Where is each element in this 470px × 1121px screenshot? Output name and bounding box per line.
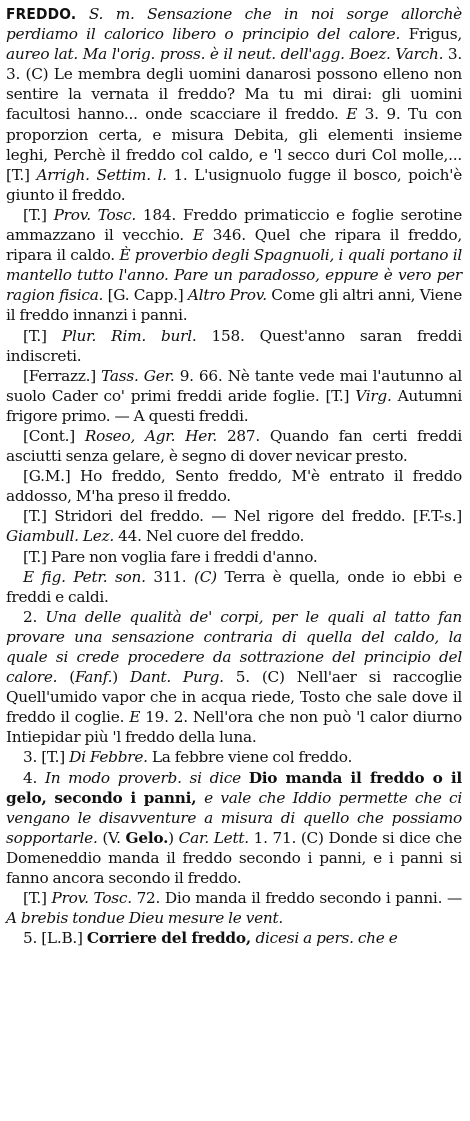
paragraph-tasso-citation <box>6 366 462 426</box>
italic-run: Fanf. <box>74 668 113 687</box>
italic-run: E fig. Petr. son. <box>23 567 154 586</box>
text-run: ) <box>168 828 179 847</box>
text-run: Come gli altri anni, Viene il freddo innanzi i panni. <box>6 286 463 325</box>
italic-run: (C) <box>194 567 225 586</box>
text-run: Frigus, <box>408 25 462 44</box>
italic-run: Una delle qualità de' corpi, per le quali al tatto fan provare una sensazione contraria di quella del caldo, la quale si crede procedere da sottrazione del principio del calore. <box>6 607 462 687</box>
italic-run: Prov. Tosc. <box>53 205 143 224</box>
text-run: 5. [L.B.] <box>23 929 87 948</box>
paragraph-freddi-anno <box>6 547 462 567</box>
headword: FREDDO. <box>6 5 77 23</box>
italic-run: Altro Prov. <box>187 286 272 305</box>
italic-run: S. m. Sensazione che in noi sorge allorchè perdiamo il calorico libero o principio del calore. <box>6 5 462 44</box>
italic-run: Plur. Rim. burl. <box>61 326 212 345</box>
text-run: [G.M.] Ho freddo, Sento freddo, M'è entrato il freddo addosso, M'ha preso il freddo. <box>6 467 462 506</box>
text-run: [Cont.] <box>23 426 85 445</box>
italic-run: dicesi a pers. che e <box>255 929 398 948</box>
text-run: 44. Nel cuore del freddo. <box>118 527 305 546</box>
text-run: [G. Capp.] <box>107 286 188 305</box>
text-run: 3. 9. Tu con proporzion certa, e misura Debita, gli elementi insieme leghi, Perchè il freddo col caldo, e 'l secco duri Col molle,... [T.] <box>6 105 462 184</box>
paragraph-definition-1 <box>6 4 462 205</box>
italic-run: Tass. Ger. <box>101 366 180 385</box>
text-run: [T.] Stridori del freddo. — Nel rigore del freddo. [F.T-s.] <box>23 507 462 526</box>
italic-run: Di Febbre. <box>69 748 152 767</box>
text-run <box>76 5 89 23</box>
paragraph-phrases <box>6 466 462 506</box>
text-run: [T.] <box>23 205 54 224</box>
italic-run: Car. Lett. <box>178 828 254 847</box>
text-run: ) <box>112 668 130 687</box>
text-run: [Ferrazz.] <box>23 366 102 385</box>
text-run: Terra è quella, onde io ebbi e freddi e caldi. <box>6 567 462 606</box>
paragraph-stridori <box>6 506 462 546</box>
paragraph-plural <box>6 326 462 366</box>
italic-run: In modo proverb. si dice <box>44 768 249 787</box>
text-run: 9. 66. Nè tante vede mai l'autunno al suolo Cader co' primi freddi aride foglie. [T.] <box>6 366 462 405</box>
text-run: ( <box>69 668 75 687</box>
text-run: [T.] <box>23 326 62 345</box>
italic-run: Virg. <box>355 386 398 405</box>
bold-run: Gelo. <box>125 828 169 847</box>
text-run: 158. Quest'anno saran freddi indiscreti. <box>6 326 462 365</box>
text-run: 1. L'usignuolo fugge il bosco, poich'è giunto il freddo. <box>6 165 462 204</box>
text-run: 19. 2. Nell'ora che non può 'l calor diurno Intiepidar più 'l freddo della luna. <box>6 708 462 747</box>
text-run: Autumni frigore primo. — A questi freddi. <box>6 386 463 425</box>
text-run: 3. 3. (C) Le membra degli uomini danarosi possono elleno non sentire la vernata il freddo? Ma tu mi dirai: gli uomini facultosi hanno... onde scacciare il freddo. <box>6 45 462 124</box>
paragraph-definition-5 <box>6 928 462 948</box>
text-run: 4. <box>23 768 45 787</box>
italic-run: Roseo, Agr. Her. <box>84 426 227 445</box>
italic-run: È proverbio degli Spagnuoli, i quali portano il mantello tutto l'anno. Pare un paradosso, eppure è vero per ragion fisica. <box>6 246 462 305</box>
italic-run: E <box>192 226 213 245</box>
text-run: 184. Freddo primaticcio e foglie serotine ammazzano il vecchio. <box>6 205 462 245</box>
text-run: (V. <box>102 828 126 847</box>
italic-run: A brebis tondue Dieu mesure le vent. <box>6 909 284 928</box>
italic-run: Arrigh. Settim. l. <box>36 165 174 184</box>
paragraph-roseo-citation <box>6 426 462 466</box>
text-run: 287. Quando fan certi freddi asciutti senza gelare, è segno di dover nevicar presto. <box>6 426 463 466</box>
paragraph-figurative <box>6 567 462 607</box>
text-run: [T.] <box>23 889 52 908</box>
text-run: 311. <box>153 567 194 586</box>
italic-run: Giambull. Lez. <box>6 527 119 546</box>
paragraph-definition-2 <box>6 607 462 748</box>
paragraph-proverbs <box>6 205 462 326</box>
paragraph-definition-3 <box>6 747 462 767</box>
text-run: 346. Quel che ripara il freddo, ripara il caldo. <box>6 226 462 265</box>
italic-run: Dant. Purg. <box>129 668 236 687</box>
text-run: 1. 71. (C) Donde si dice che Domeneddio manda il freddo secondo i panni, e i panni si fanno ancora secondo il freddo. <box>6 828 462 888</box>
italic-run: Prov. Tosc. <box>51 889 137 908</box>
paragraph-definition-4 <box>6 768 462 889</box>
text-run: [T.] Pare non voglia fare i freddi d'anno. <box>23 547 318 566</box>
text-run: 5. (C) Nell'aer si raccoglie Quell'umido vapor che in acqua riede, Tosto che sale dove il freddo il coglie. <box>6 668 462 727</box>
bold-run: Corriere del freddo, <box>86 929 256 948</box>
text-run: 72. Dio manda il freddo secondo i panni. — <box>136 889 462 908</box>
paragraph-proverb-tosc <box>6 888 462 928</box>
italic-run: e vale che Iddio permette che ci vengano le disavventure a misura di quello che possiamo sopportarle. <box>6 788 462 847</box>
italic-run: E <box>346 105 365 124</box>
italic-run: E <box>129 708 146 727</box>
text-run: La febbre viene col freddo. <box>151 748 353 767</box>
italic-run: aureo lat. Ma l'orig. pross. è il neut. dell'agg. Boez. Varch. <box>6 45 448 64</box>
text-run: 2. <box>23 607 46 626</box>
bold-run: Dio manda il freddo o il gelo, secondo i panni, <box>6 768 462 807</box>
text-run: 3. [T.] <box>23 748 70 767</box>
